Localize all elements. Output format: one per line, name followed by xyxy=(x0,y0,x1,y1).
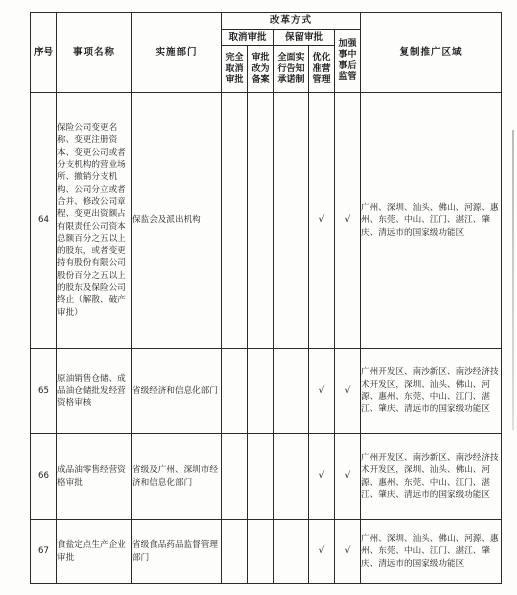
row-dept: 省级及广州、深圳市经济和信息化部门 xyxy=(132,434,222,520)
table-row xyxy=(31,520,502,584)
row-full-cancel xyxy=(222,93,248,349)
row-optimize-check: √ xyxy=(309,93,335,349)
header-strengthen-supervision: 加强事中事后监管 xyxy=(335,30,361,93)
page-binding-edge xyxy=(512,130,514,430)
row-strengthen-check: √ xyxy=(335,93,361,349)
row-region: 广州开发区、南沙新区、南沙经济技术开发区，深圳、汕头、佛山、河源、惠州、东莞、中山、江门、湛江、肇庆、清远市的国家级功能区 xyxy=(361,349,502,434)
row-strengthen-check: √ xyxy=(335,434,361,520)
row-item-name: 成品油零售经营资格审批 xyxy=(57,434,132,520)
row-full-cancel xyxy=(222,520,248,584)
row-full-cancel xyxy=(222,349,248,434)
header-item-name: 事项名称 xyxy=(57,13,132,93)
row-to-record xyxy=(248,520,274,584)
row-dept: 省级经济和信息化部门 xyxy=(132,349,222,434)
row-to-record xyxy=(248,93,274,349)
header-keep-approval: 保留审批 xyxy=(274,30,335,46)
row-optimize-check: √ xyxy=(309,520,335,584)
row-notify xyxy=(274,93,309,349)
row-seq: 64 xyxy=(31,93,57,349)
header-seq: 序号 xyxy=(31,13,57,93)
row-to-record xyxy=(248,434,274,520)
table-row xyxy=(31,93,502,349)
header-cancel-approval: 取消审批 xyxy=(222,30,274,46)
row-region: 广州、深圳、汕头、佛山、河源、惠州、东莞、中山、江门、湛江、肇庆、清远市的国家级功能区 xyxy=(361,93,502,349)
header-full-cancel: 完全取消审批 xyxy=(222,46,248,93)
row-seq: 67 xyxy=(31,520,57,584)
row-item-name: 食盐定点生产企业审批 xyxy=(57,520,132,584)
header-optimize: 优化准营管理 xyxy=(309,46,335,93)
row-notify xyxy=(274,434,309,520)
row-seq: 66 xyxy=(31,434,57,520)
row-seq: 65 xyxy=(31,349,57,434)
row-region: 广州、深圳、汕头、佛山、河源、惠州、东莞、中山、江门、湛江、肇庆、清远市的国家级功能区 xyxy=(361,520,502,584)
row-dept: 保监会及派出机构 xyxy=(132,93,222,349)
reform-table xyxy=(30,12,502,584)
header-dept: 实施部门 xyxy=(132,13,222,93)
header-region: 复制推广区域 xyxy=(361,13,502,93)
row-dept: 省级食品药品监督管理部门 xyxy=(132,520,222,584)
row-notify xyxy=(274,349,309,434)
row-item-name: 保险公司变更名称、变更注册资本、变更公司或者分支机构的营业场所、撤销分支机构、公司分立或者合并、修改公司章程、变更出资额占有限责任公司资本总额百分之五以上的股东，或者变更持有股份有限公司股份百分之五以上的股东及保险公司终止（解散、破产审批） xyxy=(57,93,132,349)
row-strengthen-check: √ xyxy=(335,520,361,584)
row-region: 广州开发区、南沙新区、南沙经济技术开发区，深圳、汕头、佛山、河源、惠州、东莞、中山、江门、湛江、肇庆、清远市的国家级功能区 xyxy=(361,434,502,520)
header-reform-method: 改革方式 xyxy=(222,13,361,30)
table-row xyxy=(31,434,502,520)
row-notify xyxy=(274,520,309,584)
row-strengthen-check: √ xyxy=(335,349,361,434)
row-full-cancel xyxy=(222,434,248,520)
table-row xyxy=(31,349,502,434)
header-to-record: 审批改为备案 xyxy=(248,46,274,93)
header-notify-commit: 全面实行告知承诺制 xyxy=(274,46,309,93)
row-optimize-check: √ xyxy=(309,349,335,434)
row-item-name: 原油销售仓储、成品油仓储批发经营资格审核 xyxy=(57,349,132,434)
row-to-record xyxy=(248,349,274,434)
row-optimize-check: √ xyxy=(309,434,335,520)
